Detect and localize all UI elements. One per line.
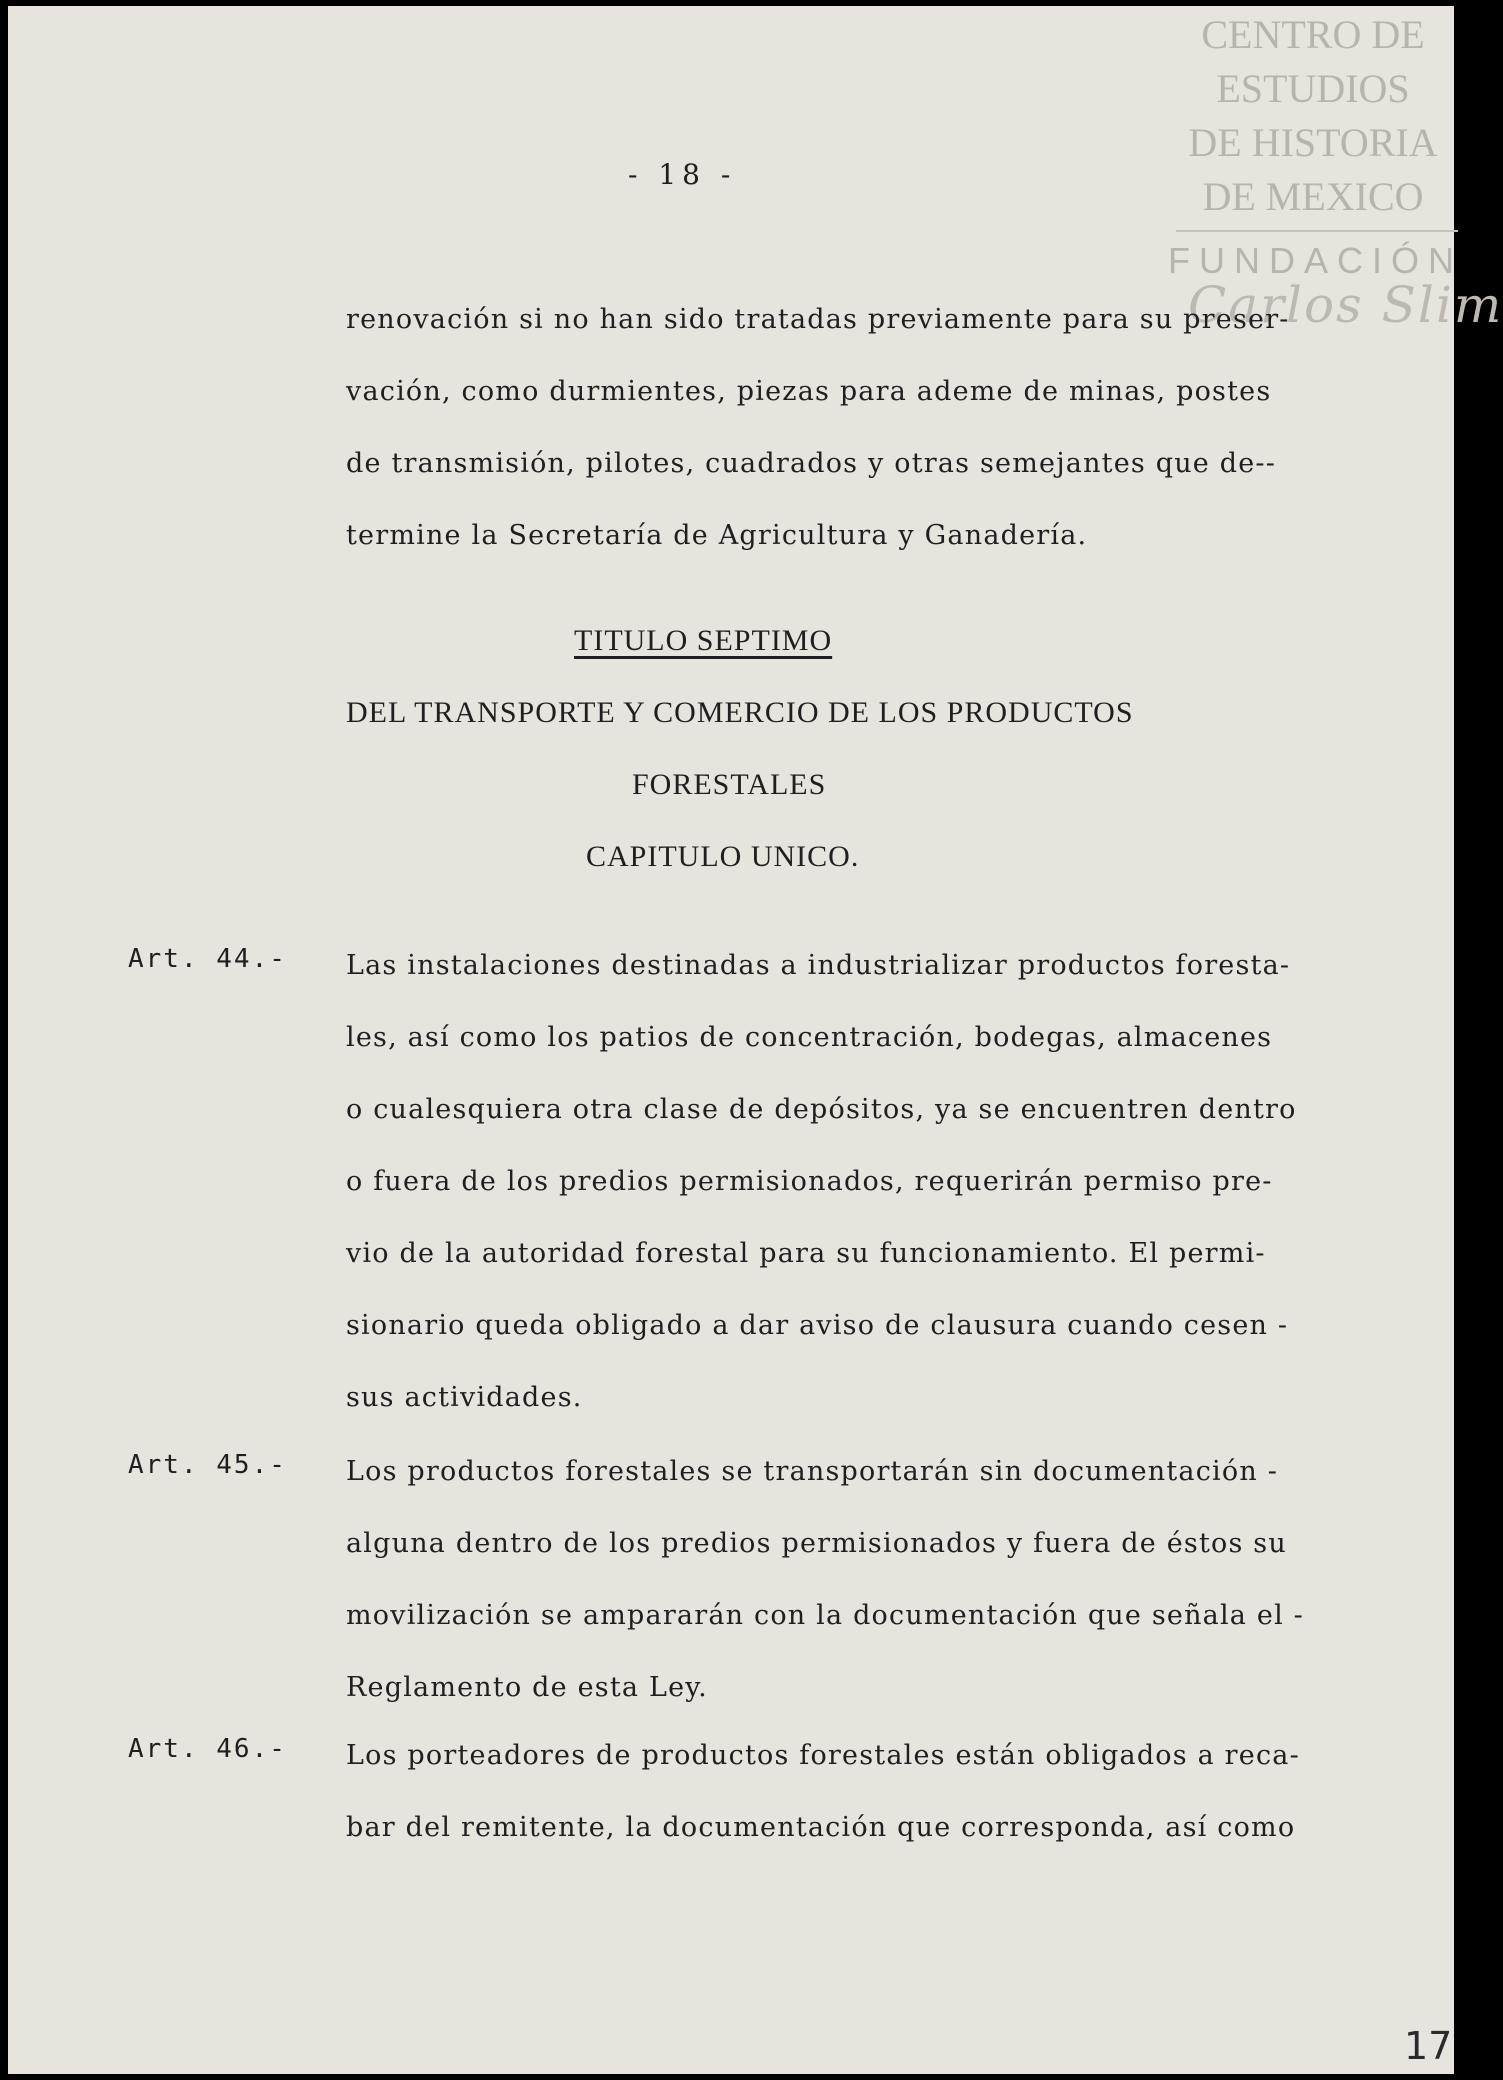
watermark-line: DE MEXICO [1202, 174, 1424, 219]
watermark-line: CENTRO DE [1201, 12, 1425, 57]
article-line: alguna dentro de los predios permisionados y fuera de éstos su [346, 1528, 1287, 1559]
article-line: Las instalaciones destinadas a industrializar productos foresta- [346, 950, 1291, 981]
article-label: Art. 46.- [128, 1734, 287, 1764]
watermark-divider [1176, 230, 1458, 232]
watermark-line: DE HISTORIA [1188, 120, 1438, 165]
archive-watermark [1168, 8, 1503, 334]
title-heading: TITULO SEPTIMO [574, 624, 833, 657]
document-page [8, 6, 1503, 2074]
article-line: sus actividades. [346, 1382, 583, 1413]
subtitle-heading-continued: FORESTALES [632, 768, 827, 801]
article-line: Los porteadores de productos forestales están obligados a reca- [346, 1740, 1300, 1771]
handwritten-page-mark: 17 [1404, 2024, 1453, 2068]
watermark-line: ESTUDIOS [1216, 66, 1410, 111]
chapter-heading: CAPITULO UNICO. [586, 840, 860, 873]
article-line: o cualesquiera otra clase de depósitos, ya se encuentren dentro [346, 1094, 1297, 1125]
article-line: Reglamento de esta Ley. [346, 1672, 708, 1703]
page-number: - 18 - [628, 158, 737, 191]
intro-line: vación, como durmientes, piezas para ademe de minas, postes [346, 376, 1272, 407]
article-line: o fuera de los predios permisionados, requerirán permiso pre- [346, 1166, 1273, 1197]
intro-line: renovación si no han sido tratadas previamente para su preser- [346, 304, 1290, 335]
article-line: Los productos forestales se transportarán sin documentación - [346, 1456, 1279, 1487]
article-line: sionario queda obligado a dar aviso de clausura cuando cesen - [346, 1310, 1289, 1341]
subtitle-heading: DEL TRANSPORTE Y COMERCIO DE LOS PRODUCTOS [346, 696, 1134, 729]
article-label: Art. 45.- [128, 1450, 287, 1480]
article-line: movilización se ampararán con la documentación que señala el - [346, 1600, 1305, 1631]
watermark-signature: Carlos Slim [1188, 276, 1503, 334]
article-line: bar del remitente, la documentación que corresponda, así como [346, 1812, 1296, 1843]
article-label: Art. 44.- [128, 944, 287, 974]
watermark-foundation: FUNDACIÓN [1168, 240, 1463, 281]
article-line: vio de la autoridad forestal para su funcionamiento. El permi- [346, 1238, 1266, 1269]
intro-line: termine la Secretaría de Agricultura y Ganadería. [346, 520, 1088, 551]
article-line: les, así como los patios de concentración, bodegas, almacenes [346, 1022, 1273, 1053]
intro-line: de transmisión, pilotes, cuadrados y otras semejantes que de-- [346, 448, 1277, 479]
